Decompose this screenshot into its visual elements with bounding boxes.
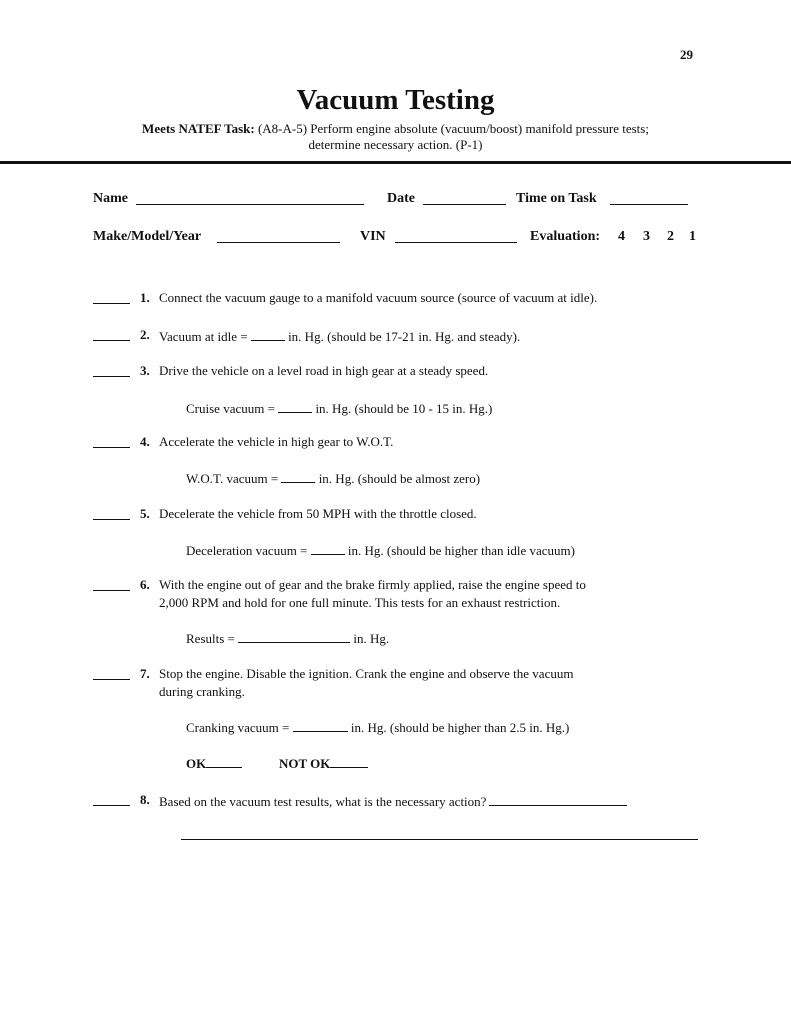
date-field[interactable] bbox=[423, 191, 506, 205]
natef-text-line2: determine necessary action. (P-1) bbox=[308, 137, 483, 152]
natef-label: Meets NATEF Task: bbox=[142, 121, 255, 136]
step-6-subline bbox=[186, 629, 389, 647]
make-model-year-field[interactable] bbox=[217, 229, 340, 243]
cranking-vacuum-label: Cranking vacuum = bbox=[186, 720, 293, 735]
step-8-checkbox-line[interactable] bbox=[93, 792, 130, 806]
step-1-number: 1. bbox=[140, 290, 150, 305]
time-on-task-field[interactable] bbox=[610, 191, 688, 205]
wot-vacuum-label: W.O.T. vacuum = bbox=[186, 471, 282, 486]
idle-vacuum-field[interactable] bbox=[251, 327, 285, 341]
step-2-label: Vacuum at idle = bbox=[159, 329, 251, 344]
ok-label: OK bbox=[186, 756, 207, 771]
step-6-checkbox-line[interactable] bbox=[93, 577, 130, 591]
step-5-number: 5. bbox=[140, 506, 150, 521]
step-3-number: 3. bbox=[140, 363, 150, 378]
name-label: Name bbox=[93, 191, 128, 206]
step-4-subline bbox=[186, 469, 480, 487]
results-field[interactable] bbox=[238, 629, 350, 643]
time-on-task-label: Time on Task bbox=[516, 191, 597, 206]
not-ok-field[interactable] bbox=[330, 754, 368, 768]
step-6-text-line2: 2,000 RPM and hold for one full minute. This tests for an exhaust restriction. bbox=[159, 595, 561, 610]
step-8-text: Based on the vacuum test results, what is the necessary action? bbox=[159, 794, 487, 809]
ok-option bbox=[186, 754, 242, 772]
header-rule bbox=[0, 161, 791, 164]
step-8-number: 8. bbox=[140, 792, 150, 807]
necessary-action-field-line2[interactable] bbox=[181, 839, 698, 840]
ok-field[interactable] bbox=[206, 754, 242, 768]
step-5-subline bbox=[186, 541, 575, 559]
step-7-text-line1: Stop the engine. Disable the ignition. Crank the engine and observe the vacuum bbox=[159, 666, 574, 681]
cruise-vacuum-field[interactable] bbox=[278, 399, 312, 413]
evaluation-score-3[interactable]: 3 bbox=[643, 229, 650, 244]
results-unit: in. Hg. bbox=[350, 631, 390, 646]
step-7-number: 7. bbox=[140, 666, 150, 681]
step-5-checkbox-line[interactable] bbox=[93, 506, 130, 520]
evaluation-score-4[interactable]: 4 bbox=[618, 229, 625, 244]
cranking-vacuum-field[interactable] bbox=[293, 718, 348, 732]
decel-vacuum-field[interactable] bbox=[311, 541, 345, 555]
evaluation-label: Evaluation: bbox=[530, 229, 601, 244]
step-5-text: Decelerate the vehicle from 50 MPH with the throttle closed. bbox=[159, 506, 477, 521]
step-3-subline bbox=[186, 399, 492, 417]
cranking-vacuum-spec: in. Hg. (should be higher than 2.5 in. Hg.) bbox=[347, 720, 570, 735]
step-6-text-line1: With the engine out of gear and the brake firmly applied, raise the engine speed to bbox=[159, 577, 586, 592]
evaluation-score-1[interactable]: 1 bbox=[689, 229, 696, 244]
step-7-checkbox-line[interactable] bbox=[93, 666, 130, 680]
step-4-number: 4. bbox=[140, 434, 150, 449]
step-2-number: 2. bbox=[140, 327, 150, 342]
decel-vacuum-label: Deceleration vacuum = bbox=[186, 543, 311, 558]
step-2-line bbox=[159, 327, 520, 345]
make-model-year-label: Make/Model/Year bbox=[93, 229, 202, 244]
not-ok-label: NOT OK bbox=[279, 756, 331, 771]
name-field[interactable] bbox=[136, 191, 364, 205]
page-number: 29 bbox=[680, 47, 693, 62]
cruise-vacuum-label: Cruise vacuum = bbox=[186, 401, 279, 416]
step-3-text: Drive the vehicle on a level road in high gear at a steady speed. bbox=[159, 363, 489, 378]
step-8-line bbox=[159, 792, 627, 810]
step-4-checkbox-line[interactable] bbox=[93, 434, 130, 448]
date-label: Date bbox=[387, 191, 415, 206]
step-7-subline bbox=[186, 718, 569, 736]
results-label: Results = bbox=[186, 631, 239, 646]
natef-task-line1 bbox=[0, 121, 791, 137]
not-ok-option bbox=[279, 754, 368, 772]
decel-vacuum-spec: in. Hg. (should be higher than idle vacuum) bbox=[344, 543, 575, 558]
wot-vacuum-spec: in. Hg. (should be almost zero) bbox=[315, 471, 481, 486]
step-7-text-line2: during cranking. bbox=[159, 684, 245, 699]
step-6-number: 6. bbox=[140, 577, 150, 592]
wot-vacuum-field[interactable] bbox=[281, 469, 315, 483]
step-1-text: Connect the vacuum gauge to a manifold vacuum source (source of vacuum at idle). bbox=[159, 290, 598, 305]
step-2-checkbox-line[interactable] bbox=[93, 327, 130, 341]
step-3-checkbox-line[interactable] bbox=[93, 363, 130, 377]
vin-label: VIN bbox=[360, 229, 386, 244]
step-4-text: Accelerate the vehicle in high gear to W.O.T. bbox=[159, 434, 394, 449]
step-1-checkbox-line[interactable] bbox=[93, 290, 130, 304]
natef-text-line1: (A8-A-5) Perform engine absolute (vacuum/boost) manifold pressure tests; bbox=[257, 121, 649, 136]
vin-field[interactable] bbox=[395, 229, 517, 243]
evaluation-score-2[interactable]: 2 bbox=[667, 229, 674, 244]
cruise-vacuum-spec: in. Hg. (should be 10 - 15 in. Hg.) bbox=[312, 401, 493, 416]
necessary-action-field[interactable] bbox=[489, 792, 627, 806]
page-title: Vacuum Testing bbox=[296, 84, 495, 116]
step-2-spec: in. Hg. (should be 17-21 in. Hg. and steady). bbox=[284, 329, 521, 344]
